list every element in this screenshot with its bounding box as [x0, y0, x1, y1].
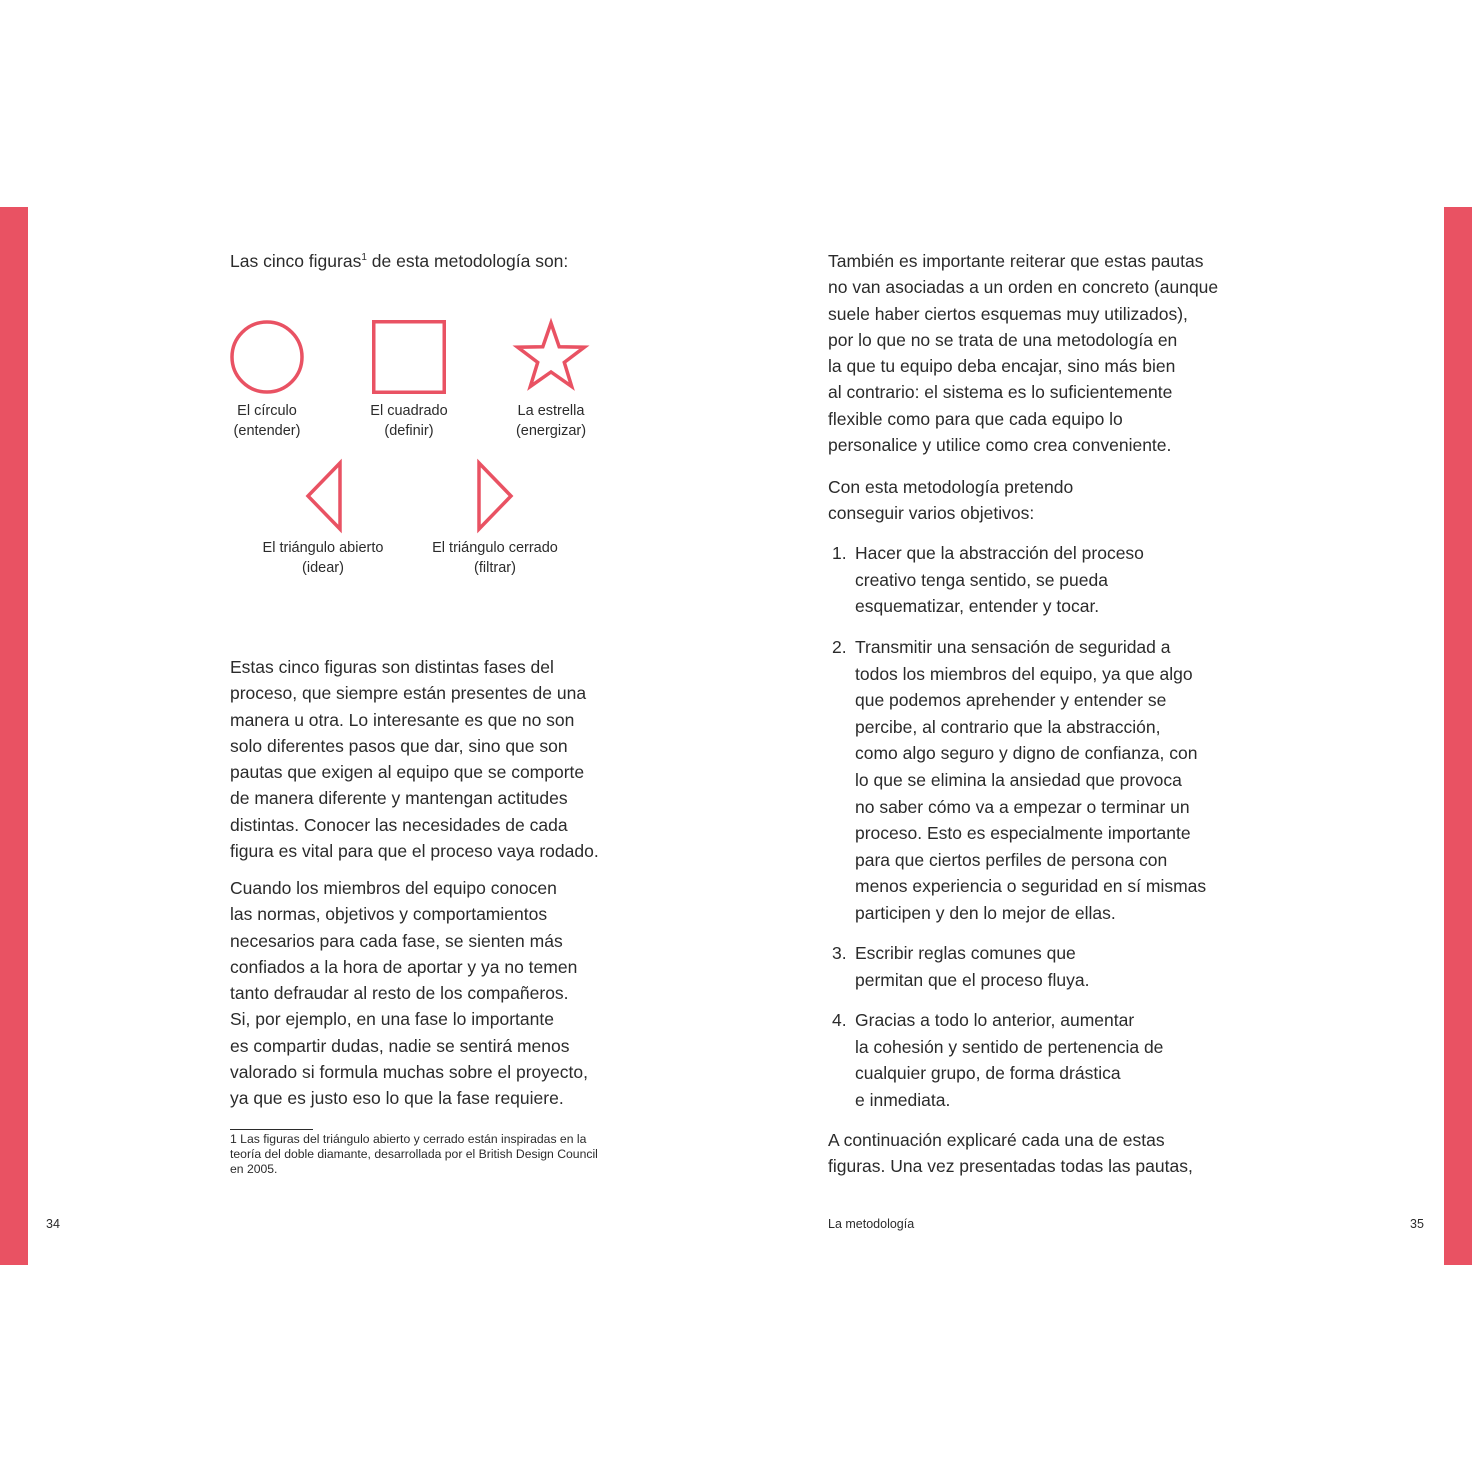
running-head: La metodología [828, 1217, 915, 1231]
footnote-ref: 1 [361, 252, 367, 264]
footnote: 1 Las figuras del triángulo abierto y cerrado están inspiradas en la teoría del doble diamante, desarrollada por el British Design Council en 2005. [230, 1132, 598, 1176]
right-accent-bar [1444, 207, 1472, 1265]
objective-item-4: 4. Gracias a todo lo anterior, aumentar la cohesión y sentido de pertenencia de cualquier grupo, de forma drástica e inmediata. [832, 1007, 1163, 1113]
objective-item-2: 2. Transmitir una sensación de seguridad a todos los miembros del equipo, ya que algo que podemos aprehender y entender se percibe, al contrario que la abstracción, como algo seguro y digno de confianza, con lo que se elimina la ansiedad que provoca no saber cómo va a empezar o terminar un proceso. Esto es especialmente importante para que ciertos perfiles de persona con menos experiencia o seguridad en sí mismas participen y den lo mejor de ellas. [832, 634, 1206, 927]
objective-number: 1. [832, 543, 847, 563]
figure-caption-circle: El círculo (entender) [233, 403, 301, 439]
page-number-left: 34 [46, 1217, 60, 1231]
figure-caption-closed-triangle: El triángulo cerrado (filtrar) [432, 540, 558, 576]
objective-number: 2. [832, 637, 847, 657]
footnote-divider [230, 1129, 313, 1130]
intro-text: Las cinco figuras$^1$ de esta metodología son: [230, 251, 569, 271]
left-paragraph-2: Cuando los miembros del equipo conocen las normas, objetivos y comportamientos necesarios para cada fase, se sienten más confiados a la hora de aportar y ya no temen tanto defraudar al resto de los compañeros. Si, por ejemplo, en una fase lo importante es compartir dudas, nadie se sentirá menos valorado si formula muchas sobre el proyecto, ya que es justo eso lo que la fase requiere. [230, 878, 588, 1109]
objective-item-1: 1. Hacer que la abstracción del proceso creativo tenga sentido, se pueda esquematizar, entender y tocar. [832, 540, 1144, 620]
left-accent-bar [0, 207, 28, 1265]
open-triangle-icon [304, 459, 344, 533]
figure-caption-open-triangle: El triángulo abierto (idear) [262, 540, 384, 576]
figure-caption-square: El cuadrado (definir) [370, 403, 448, 439]
figure-caption-star: La estrella (energizar) [515, 403, 587, 439]
star-icon [514, 320, 588, 394]
right-paragraph-3: A continuación explicaré cada una de estas figuras. Una vez presentadas todas las pautas, [828, 1130, 1193, 1177]
objective-number: 4. [832, 1010, 847, 1030]
closed-triangle-icon [475, 459, 515, 533]
right-paragraph-2: Con esta metodología pretendo conseguir varios objetivos: [828, 477, 1074, 524]
page-number-right: 35 [1410, 1217, 1424, 1231]
objective-number: 3. [832, 943, 847, 963]
objective-item-3: 3. Escribir reglas comunes que permitan que el proceso fluya. [832, 940, 1089, 993]
circle-icon [230, 320, 304, 394]
square-icon [372, 320, 446, 394]
right-paragraph-1: También es importante reiterar que estas pautas no van asociadas a un orden en concreto (aunque suele haber ciertos esquemas muy utilizados), por lo que no se trata de una metodología en la que tu equipo deba encajar, sino más bien al contrario: el sistema es lo suficientemente flexible como para que cada equipo lo personalice y utilice como crea conveniente. [828, 251, 1219, 456]
left-paragraph-1: Estas cinco figuras son distintas fases del proceso, que siempre están presentes de una manera u otra. Lo interesante es que no son solo diferentes pasos que dar, sino que son pautas que exigen al equipo que se comporte de manera diferente y mantengan actitudes distintas. Conocer las necesidades de cada figura es vital para que el proceso vaya rodado. [230, 657, 599, 862]
